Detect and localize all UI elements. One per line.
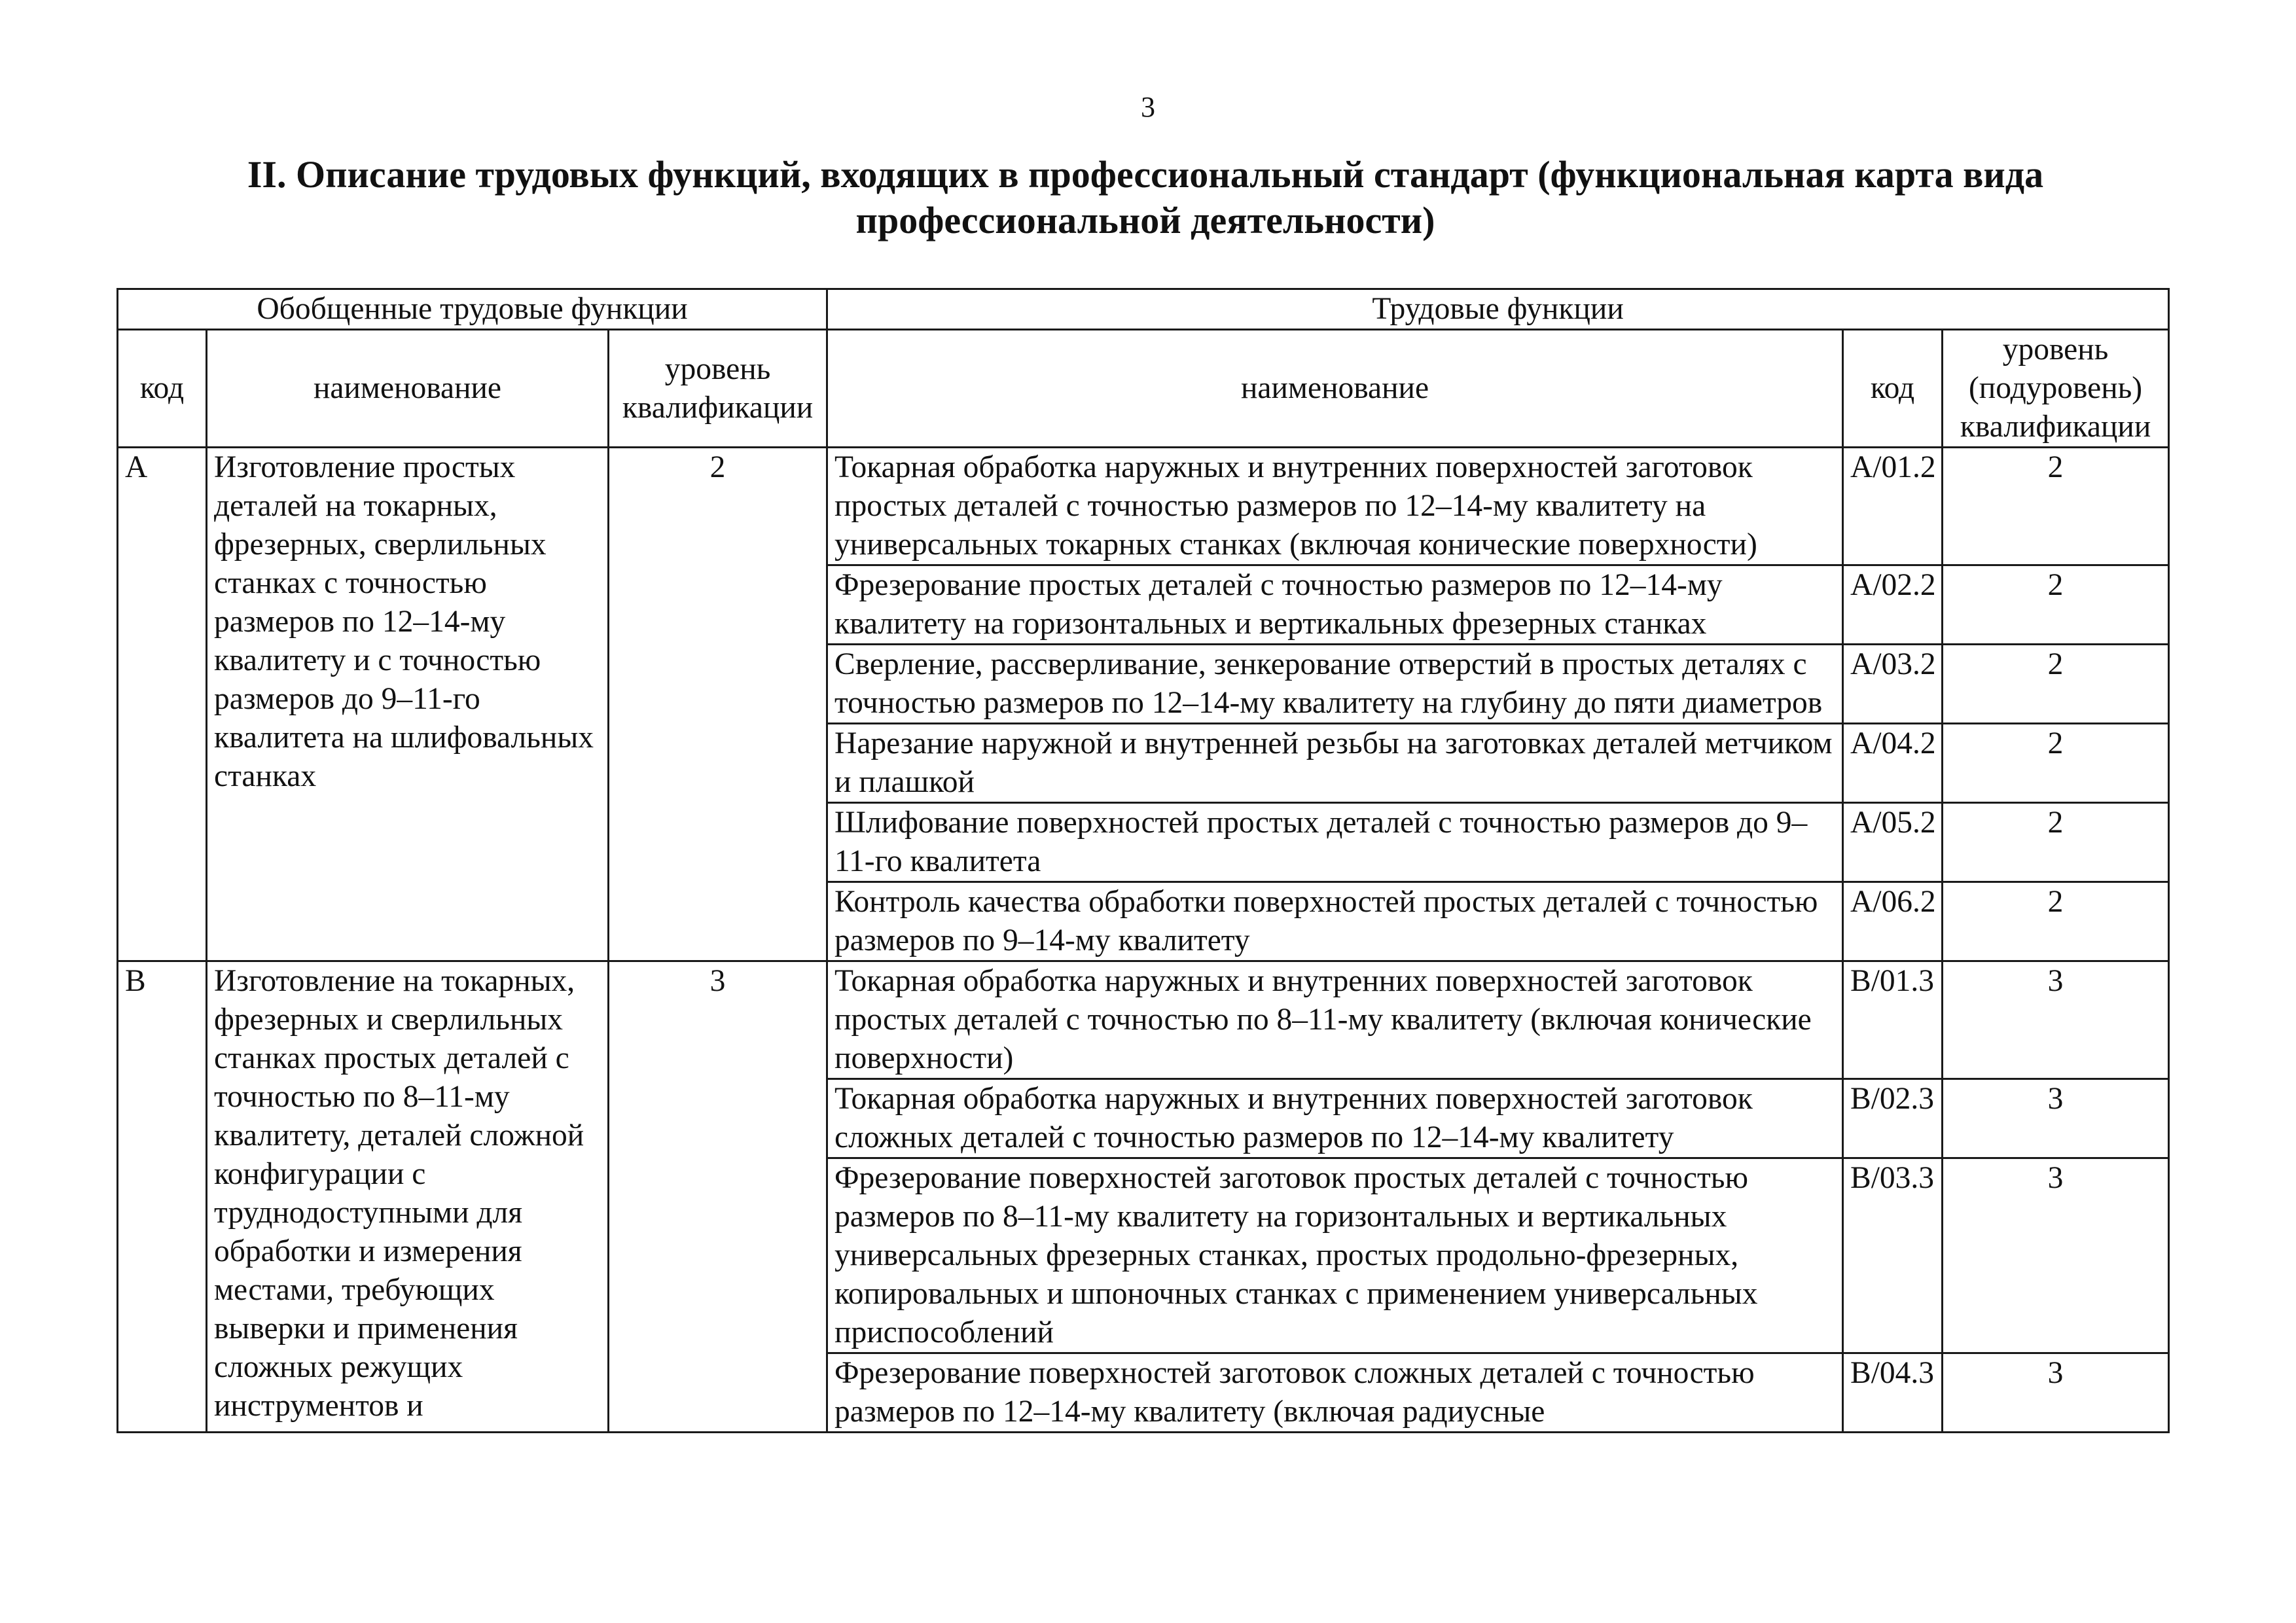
function-level: 3 [1943, 1158, 2169, 1353]
header-level: уровень квалификации [609, 330, 827, 448]
function-code: A/06.2 [1843, 882, 1943, 961]
function-name: Сверление, рассверливание, зенкерование отверстий в простых деталях с точностью размеров по 12–14-му квалитету на глубину до пяти диаметров [827, 645, 1843, 724]
header-labor-functions: Трудовые функции [827, 289, 2169, 330]
header-generalized-functions: Обобщенные трудовые функции [118, 289, 827, 330]
function-level: 2 [1943, 882, 2169, 961]
header-function-level: уровень (подуровень) квалификации [1943, 330, 2169, 448]
function-level: 2 [1943, 645, 2169, 724]
function-level: 3 [1943, 1079, 2169, 1158]
function-level: 2 [1943, 565, 2169, 645]
group-code: B [118, 961, 207, 1433]
functional-map-table [117, 288, 2170, 1433]
function-code: B/02.3 [1843, 1079, 1943, 1158]
function-level: 2 [1943, 724, 2169, 803]
function-code: A/04.2 [1843, 724, 1943, 803]
function-name: Контроль качества обработки поверхностей простых деталей с точностью размеров по 9–14-му квалитету [827, 882, 1843, 961]
function-name: Токарная обработка наружных и внутренних поверхностей заготовок простых деталей с точностью по 8–11-му квалитету (включая конические поверхности) [827, 961, 1843, 1079]
function-name: Нарезание наружной и внутренней резьбы на заготовках деталей метчиком и плашкой [827, 724, 1843, 803]
function-name: Фрезерование поверхностей заготовок простых деталей с точностью размеров по 8–11-му квалитету на горизонтальных и вертикальных универсальных фрезерных станках, простых продольно-фрезерных, копировальных и шпоночных станках с применением универсальных приспособлений [827, 1158, 1843, 1353]
function-code: A/05.2 [1843, 803, 1943, 882]
header-code: код [118, 330, 207, 448]
group-level: 2 [609, 448, 827, 961]
group-code: A [118, 448, 207, 961]
function-level: 3 [1943, 1353, 2169, 1433]
function-code: A/02.2 [1843, 565, 1943, 645]
function-code: A/01.2 [1843, 448, 1943, 565]
function-level: 2 [1943, 448, 2169, 565]
table-row [118, 448, 2169, 565]
group-name: Изготовление на токарных, фрезерных и сверлильных станках простых деталей с точностью по 8–11-му квалитету, деталей сложной конфигурации с труднодоступными для обработки и измерения местами, требующих выверки и применения сложных режущих инструментов и [207, 961, 609, 1433]
header-function-code: код [1843, 330, 1943, 448]
function-code: B/01.3 [1843, 961, 1943, 1079]
function-name: Шлифование поверхностей простых деталей с точностью размеров до 9–11-го квалитета [827, 803, 1843, 882]
function-code: B/03.3 [1843, 1158, 1943, 1353]
function-level: 2 [1943, 803, 2169, 882]
page-number: 3 [1141, 91, 1155, 123]
function-name: Фрезерование простых деталей с точностью размеров по 12–14-му квалитету на горизонтальных и вертикальных фрезерных станках [827, 565, 1843, 645]
function-name: Токарная обработка наружных и внутренних поверхностей заготовок сложных деталей с точностью размеров по 12–14-му квалитету [827, 1079, 1843, 1158]
function-level: 3 [1943, 961, 2169, 1079]
section-title: II. Описание трудовых функций, входящих в профессиональный стандарт (функциональная карта вида профессиональной деятельности) [247, 153, 2044, 241]
function-code: A/03.2 [1843, 645, 1943, 724]
header-function-name: наименование [827, 330, 1843, 448]
function-code: B/04.3 [1843, 1353, 1943, 1433]
table-row [118, 961, 2169, 1079]
function-name: Фрезерование поверхностей заготовок сложных деталей с точностью размеров по 12–14-му квалитету (включая радиусные [827, 1353, 1843, 1433]
header-name: наименование [207, 330, 609, 448]
group-level: 3 [609, 961, 827, 1433]
group-name: Изготовление простых деталей на токарных, фрезерных, сверлильных станках с точностью размеров по 12–14-му квалитету и с точностью размеров до 9–11-го квалитета на шлифовальных станках [207, 448, 609, 961]
function-name: Токарная обработка наружных и внутренних поверхностей заготовок простых деталей с точностью размеров по 12–14-му квалитету на универсальных токарных станках (включая конические поверхности) [827, 448, 1843, 565]
